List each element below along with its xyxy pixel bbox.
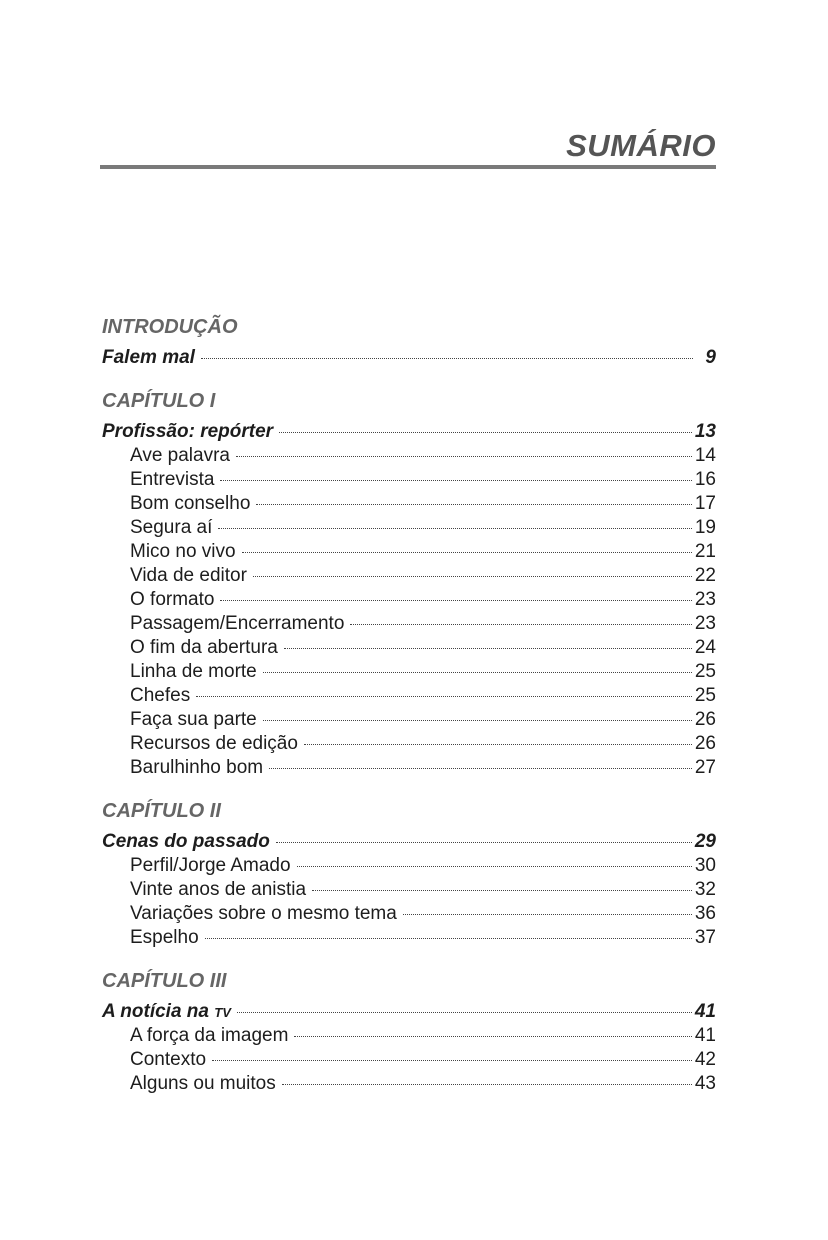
- toc-main-entry[interactable]: [102, 830, 716, 854]
- dot-leader: [201, 357, 693, 359]
- toc-entry[interactable]: [102, 708, 716, 732]
- entry-page-number: 26: [694, 733, 716, 754]
- toc-entry[interactable]: [102, 854, 716, 878]
- toc-entry[interactable]: [102, 468, 716, 492]
- entry-title: Mico no vivo: [130, 541, 236, 562]
- toc-entry[interactable]: [102, 1024, 716, 1048]
- title-rule: [100, 165, 716, 169]
- entry-title: Contexto: [130, 1049, 207, 1070]
- dot-leader: [236, 455, 692, 457]
- dot-leader: [279, 431, 692, 433]
- toc-section-capitulo-3: [102, 968, 716, 1096]
- dot-leader: [284, 647, 692, 649]
- entry-page-number: 23: [694, 613, 716, 634]
- toc-entry[interactable]: [102, 612, 716, 636]
- entry-title: O formato: [130, 589, 215, 610]
- toc-entry[interactable]: [102, 1048, 716, 1072]
- entry-title: Perfil/Jorge Amado: [130, 855, 291, 876]
- entry-title: Espelho: [130, 927, 199, 948]
- entry-page-number: 37: [694, 927, 716, 948]
- toc-main-entry[interactable]: [102, 420, 716, 444]
- dot-leader: [403, 913, 692, 915]
- entry-title: [102, 1000, 231, 1025]
- entry-page-number: 23: [694, 589, 716, 610]
- section-heading: CAPÍTULO I: [102, 390, 216, 412]
- toc-entry[interactable]: [102, 756, 716, 780]
- entry-title: Vida de editor: [130, 565, 247, 586]
- entry-title: Bom conselho: [130, 493, 251, 514]
- toc-entry[interactable]: [102, 878, 716, 902]
- entry-page-number: 25: [694, 685, 716, 706]
- entry-title: Falem mal: [102, 347, 195, 368]
- entry-page-number: 29: [694, 831, 716, 852]
- dot-leader: [269, 767, 692, 769]
- toc-entries: [102, 1000, 716, 1096]
- toc-entry[interactable]: [102, 660, 716, 684]
- toc-entry[interactable]: [102, 516, 716, 540]
- entry-page-number: 41: [694, 1001, 716, 1022]
- toc-entry[interactable]: [102, 1072, 716, 1096]
- entry-page-number: 16: [694, 469, 716, 490]
- toc-section-capitulo-2: [102, 798, 716, 950]
- entry-page-number: 19: [694, 517, 716, 538]
- section-heading: CAPÍTULO III: [102, 970, 227, 992]
- entry-title: Chefes: [130, 685, 191, 706]
- dot-leader: [196, 695, 692, 697]
- dot-leader: [276, 841, 692, 843]
- dot-leader: [263, 719, 692, 721]
- entry-page-number: 13: [694, 421, 716, 442]
- toc-main-entry[interactable]: [102, 1000, 716, 1024]
- toc-entries: [102, 420, 716, 780]
- toc-section-capitulo-1: [102, 388, 716, 780]
- entry-title: Alguns ou muitos: [130, 1073, 276, 1094]
- toc-entry[interactable]: [102, 444, 716, 468]
- entry-title: A força da imagem: [130, 1025, 289, 1046]
- dot-leader: [263, 671, 692, 673]
- entry-title: Linha de morte: [130, 661, 257, 682]
- toc-main-entry[interactable]: [102, 346, 716, 370]
- section-heading: CAPÍTULO II: [102, 800, 221, 822]
- dot-leader: [294, 1035, 691, 1037]
- entry-page-number: 14: [694, 445, 716, 466]
- page-title: SUMÁRIO: [566, 128, 716, 163]
- entry-page-number: 43: [694, 1073, 716, 1094]
- entry-page-number: 9: [705, 347, 716, 368]
- entry-page-number: 21: [694, 541, 716, 562]
- toc-entries: [102, 346, 716, 370]
- entry-title: Barulhinho bom: [130, 757, 264, 778]
- dot-leader: [312, 889, 692, 891]
- section-heading: INTRODUÇÃO: [102, 316, 238, 338]
- entry-title: Passagem/Encerramento: [130, 613, 345, 634]
- entry-page-number: 41: [694, 1025, 716, 1046]
- toc-section-introducao: [102, 314, 716, 370]
- entry-title: Vinte anos de anistia: [130, 879, 307, 900]
- entry-title: Cenas do passado: [102, 831, 270, 852]
- dot-leader: [350, 623, 691, 625]
- entry-page-number: 32: [694, 879, 716, 900]
- entry-title: Recursos de edição: [130, 733, 298, 754]
- dot-leader: [205, 937, 692, 939]
- entry-page-number: 26: [694, 709, 716, 730]
- toc-entry[interactable]: [102, 926, 716, 950]
- dot-leader: [256, 503, 691, 505]
- dot-leader: [282, 1083, 692, 1085]
- entry-title: Entrevista: [130, 469, 215, 490]
- dot-leader: [212, 1059, 692, 1061]
- entry-title: Segura aí: [130, 517, 213, 538]
- dot-leader: [220, 479, 691, 481]
- entry-title-text: A notícia na: [102, 1001, 215, 1022]
- dot-leader: [220, 599, 691, 601]
- dot-leader: [237, 1011, 692, 1013]
- entry-title-small-caps: TV: [214, 1005, 231, 1020]
- dot-leader: [242, 551, 692, 553]
- entry-title: O fim da abertura: [130, 637, 278, 658]
- dot-leader: [304, 743, 692, 745]
- entry-page-number: 30: [694, 855, 716, 876]
- toc-entry[interactable]: [102, 732, 716, 756]
- entry-page-number: 24: [694, 637, 716, 658]
- entry-page-number: 36: [694, 903, 716, 924]
- entry-page-number: 27: [694, 757, 716, 778]
- entry-page-number: 42: [694, 1049, 716, 1070]
- entry-page-number: 25: [694, 661, 716, 682]
- dot-leader: [297, 865, 692, 867]
- entry-title: Profissão: repórter: [102, 421, 274, 442]
- toc-entry[interactable]: [102, 540, 716, 564]
- entry-page-number: 17: [694, 493, 716, 514]
- table-of-contents: [102, 314, 716, 1096]
- toc-entry[interactable]: [102, 492, 716, 516]
- toc-entry[interactable]: [102, 684, 716, 708]
- entry-title: Ave palavra: [130, 445, 230, 466]
- dot-leader: [218, 527, 691, 529]
- toc-entry[interactable]: [102, 636, 716, 660]
- dot-leader: [253, 575, 692, 577]
- toc-entry[interactable]: [102, 588, 716, 612]
- entry-page-number: 22: [694, 565, 716, 586]
- entry-title: Faça sua parte: [130, 709, 257, 730]
- entry-title: Variações sobre o mesmo tema: [130, 903, 397, 924]
- toc-entries: [102, 830, 716, 950]
- toc-entry[interactable]: [102, 564, 716, 588]
- toc-entry[interactable]: [102, 902, 716, 926]
